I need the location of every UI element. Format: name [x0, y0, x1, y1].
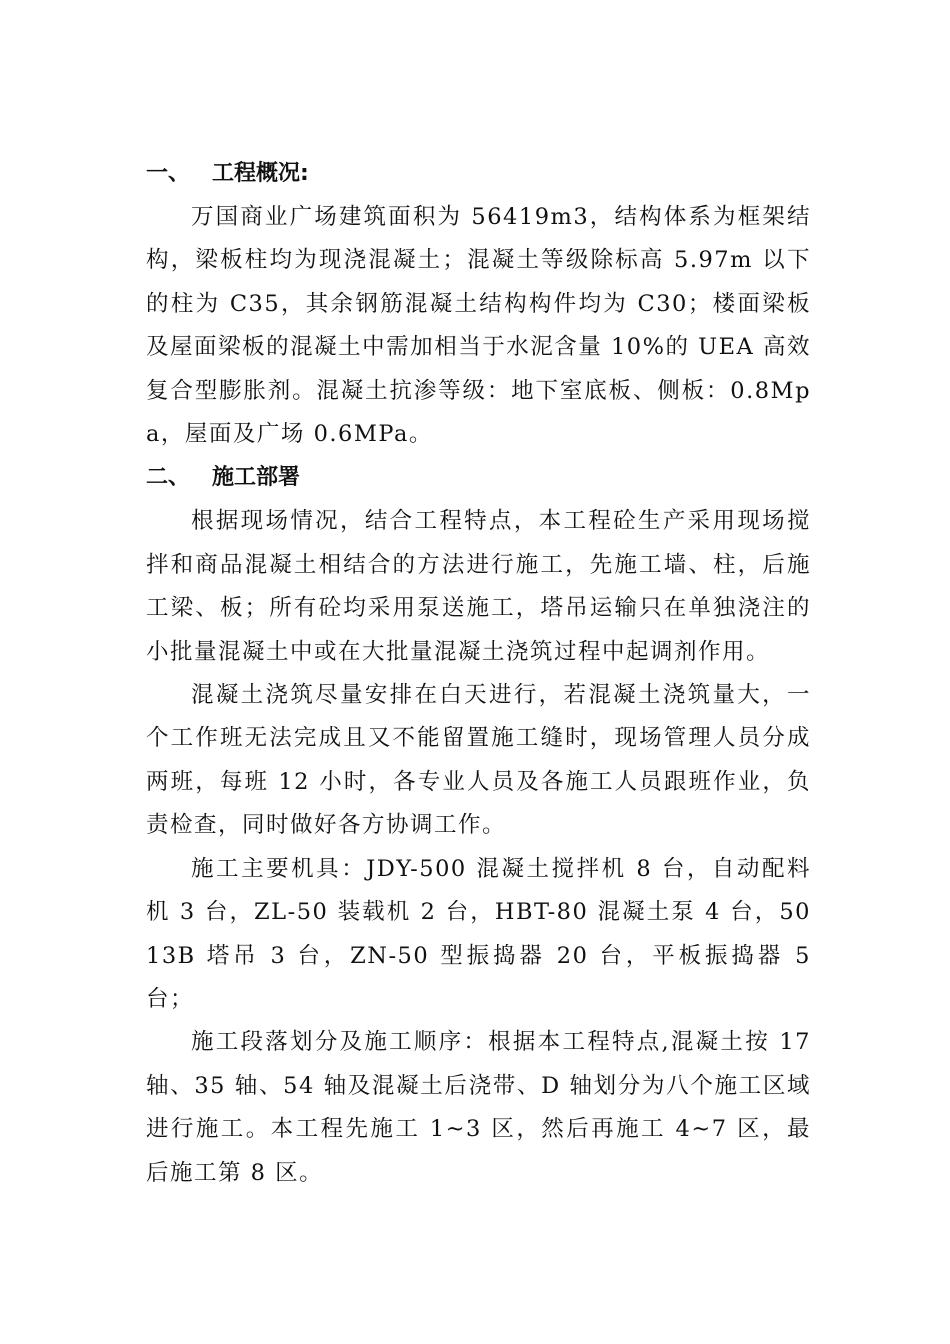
paragraph-shift-arrangement: 混凝土浇筑尽量安排在白天进行，若混凝土浇筑量大，一个工作班无法完成且又不能留置施工缝时，现场管理人员分成两班，每班 12 小时，各专业人员及各施工人员跟班作业，负责检查，同时做好各方协调工作。 — [146, 682, 811, 839]
section-heading-overview — [146, 152, 811, 196]
section-number: 二、 — [146, 465, 191, 491]
document-body — [146, 152, 811, 1195]
paragraph-site-conditions: 根据现场情况，结合工程特点，本工程砼生产采用现场搅拌和商品混凝土相结合的方法进行施工，先施工墙、柱，后施工梁、板；所有砼均采用泵送施工，塔吊运输只在单独浇注的小批量混凝土中或在大批量混凝土浇筑过程中起调剂作用。 — [146, 508, 811, 665]
section-title: 工程概况: — [212, 161, 309, 186]
paragraph-overview: 万国商业广场建筑面积为 56419m3，结构体系为框架结构，梁板柱均为现浇混凝土；混凝土等级除标高 5.97m 以下的柱为 C35，其余钢筋混凝土结构构件均为 C30；楼面梁板及屋面梁板的混凝土中需加相当于水泥含量 10%的 UEA 高效复合型膨胀剂。混凝土抗渗等级：地下室底板、侧板：0.8Mpa，屋面及广场 0.6MPa。 — [146, 204, 811, 448]
paragraph-construction-sequence: 施工段落划分及施工顺序：根据本工程特点,混凝土按 17 轴、35 轴、54 轴及混凝土后浇带、D 轴划分为八个施工区域进行施工。本工程先施工 1~3 区，然后再施工 4~7 区，最后施工第 8 区。 — [146, 1029, 811, 1186]
paragraph-machinery: 施工主要机具：JDY-500 混凝土搅拌机 8 台，自动配料机 3 台，ZL-50 装载机 2 台，HBT-80 混凝土泵 4 台，5013B 塔吊 3 台，ZN-50 型振捣器 20 台，平板振捣器 5 台； — [146, 855, 811, 1012]
section-number: 一、 — [146, 161, 191, 186]
section-heading-deployment — [146, 456, 811, 500]
section-title: 施工部署 — [212, 465, 301, 491]
